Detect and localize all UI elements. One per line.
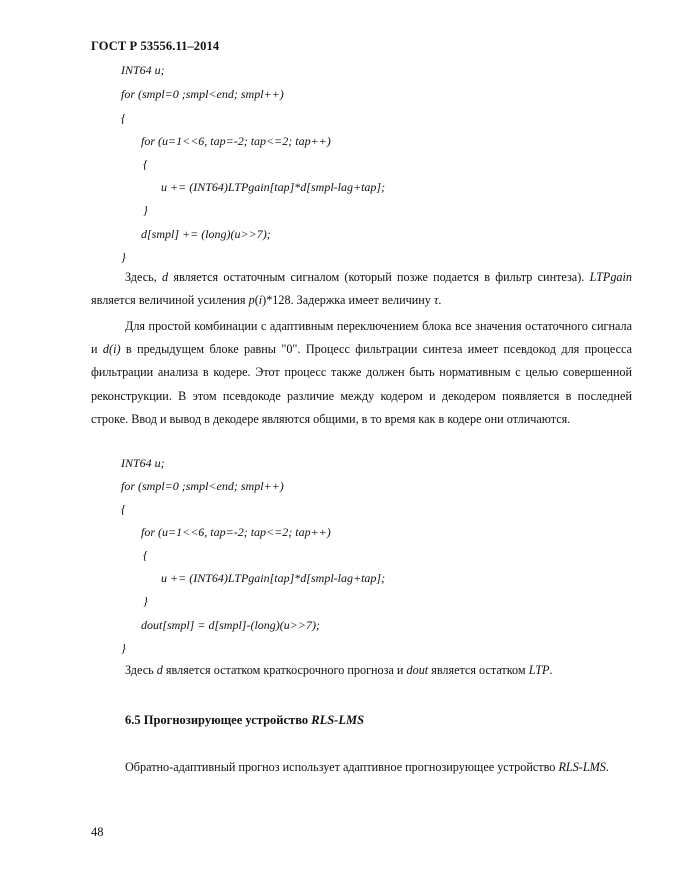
code-line: } (121, 250, 126, 264)
code-line: d[smpl] += (long)(u>>7); (141, 227, 271, 241)
text-run: является остаточным сигналом (который позже подается в фильтр синтеза). (168, 270, 590, 284)
code-line: { (143, 157, 148, 171)
code-line: } (121, 641, 126, 655)
text-run: . (438, 293, 442, 308)
code-line: INT64 u; (121, 456, 165, 470)
code-line: for (u=1<<6, tap=-2; tap<=2; tap++) (141, 525, 331, 539)
code-line: } (143, 203, 148, 217)
paragraph-rls-lms (91, 756, 632, 779)
text-run: в предыдущем блоке равны "0". Процесс фильтрации синтеза имеет псевдокод для процесса фильтрации анализа в кодере. Этот процесс также должен быть нормативным с целью совершенной реконструкции. В этом псевдокоде различие между кодером и декодером появляется в последней строке. Ввод и вывод в декодере являются общими, в то время как в кодере они отличаются. (91, 342, 632, 426)
document-header: ГОСТ Р 53556.11–2014 (91, 39, 220, 53)
text-run: . (549, 663, 553, 677)
paragraph-residual-description (91, 266, 632, 312)
text-run: p (248, 293, 255, 308)
page-number: 48 (91, 825, 104, 839)
section-heading (125, 713, 364, 728)
text-run: является величиной усиления (91, 293, 249, 308)
code-line: } (143, 594, 148, 608)
text-run: d (156, 663, 163, 677)
text-run: . (605, 760, 609, 774)
text-run: RLS-LMS (558, 760, 606, 774)
code-line: for (smpl=0 ;smpl<end; smpl++) (121, 479, 284, 493)
paragraph-dout-description (125, 663, 553, 678)
paragraph-synthesis-filter (91, 315, 632, 431)
text-run: является остатком краткосрочного прогноза и (162, 663, 407, 677)
code-line: { (143, 548, 148, 562)
code-line: u += (INT64)LTPgain[tap]*d[smpl-lag+tap]; (161, 571, 386, 585)
text-run: LTPgain (589, 270, 632, 284)
code-line: u += (INT64)LTPgain[tap]*d[smpl-lag+tap]; (161, 180, 386, 194)
text-run: ( (254, 293, 259, 308)
code-line: { (121, 502, 126, 516)
section-title: 6.5 Прогнозирующее устройство (125, 713, 312, 727)
text-run: τ (433, 293, 439, 308)
text-run: d(i) (102, 342, 121, 357)
code-line: dout[smpl] = d[smpl]-(long)(u>>7); (141, 618, 320, 632)
text-run: LTP (528, 663, 550, 677)
text-run: Здесь, (125, 270, 162, 284)
text-run: i (258, 293, 263, 308)
code-line: for (u=1<<6, tap=-2; tap<=2; tap++) (141, 134, 331, 148)
text-run: d (162, 270, 169, 284)
section-title-italic: RLS-LMS (311, 713, 365, 727)
text-run: dout (406, 663, 429, 677)
code-line: for (smpl=0 ;smpl<end; smpl++) (121, 87, 284, 101)
text-run: Для простой комбинации с адаптивным переключением блока все значения остаточного сигнала и (91, 319, 632, 357)
code-line: INT64 u; (121, 63, 165, 77)
text-run: Здесь (125, 663, 157, 677)
text-run: Обратно-адаптивный прогноз использует адаптивное прогнозирующее устройство (125, 760, 559, 774)
text-run: является остатком (428, 663, 529, 677)
code-line: { (121, 111, 126, 125)
text-run: )*128. Задержка имеет величину (262, 293, 434, 308)
